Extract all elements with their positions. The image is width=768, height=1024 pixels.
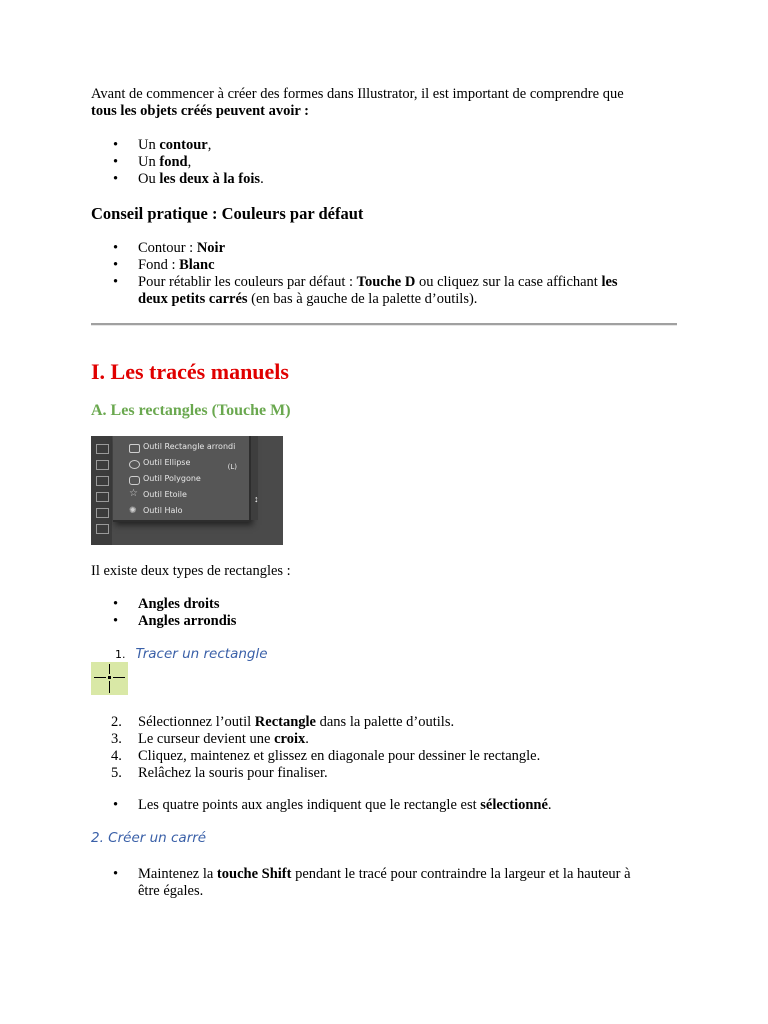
item-text: Cliquez, maintenez et glissez en diagonale pour dessiner le rectangle.	[138, 748, 541, 764]
item-text: Un	[138, 154, 160, 170]
item-bold: touche Shift	[216, 866, 292, 882]
item-bold: les	[601, 274, 618, 290]
list-item	[91, 748, 681, 765]
item-text: Maintenez la	[138, 866, 217, 882]
step-number: 1.	[115, 648, 126, 661]
list-item	[91, 596, 681, 613]
list-item	[91, 866, 681, 900]
menu-item: Outil Rectangle arrondi	[143, 442, 236, 451]
item-bold: Angles arrondis	[138, 613, 237, 629]
menu-shortcut: (L)	[227, 463, 237, 471]
step1-heading	[91, 646, 268, 663]
item-bold: fond	[159, 154, 188, 170]
item-text: Ou	[138, 171, 160, 187]
item-text: être égales.	[138, 883, 204, 899]
crosshair-cursor-icon	[91, 662, 128, 695]
menu-item: Outil Ellipse	[143, 458, 191, 467]
tool-icon	[96, 460, 109, 470]
list-item	[91, 714, 681, 731]
horizontal-rule	[91, 323, 677, 326]
tool-icon	[96, 508, 109, 518]
tip-heading: Conseil pratique : Couleurs par défaut	[91, 204, 364, 223]
list-item	[91, 797, 681, 814]
item-bold: contour	[159, 137, 208, 153]
list-item	[91, 154, 681, 171]
step-number: 2.	[111, 714, 122, 730]
item-bold: Touche D	[356, 274, 416, 290]
subsection-title: A. Les rectangles (Touche M)	[91, 402, 291, 419]
item-text: .	[305, 731, 309, 747]
square-heading: 2. Créer un carré	[91, 830, 207, 846]
item-text: Les quatre points aux angles indiquent que le rectangle est	[138, 797, 481, 813]
list-item	[91, 613, 681, 630]
list-item	[91, 137, 681, 154]
flare-icon: ✺	[129, 505, 137, 515]
item-text: (en bas à gauche de la palette d’outils).	[247, 291, 478, 307]
selected-note-list	[91, 797, 681, 814]
item-bold: sélectionné	[480, 797, 548, 813]
item-bold: Blanc	[179, 257, 215, 273]
item-text: Le curseur devient une	[138, 731, 275, 747]
tool-icon	[96, 524, 109, 534]
steps-list	[91, 714, 681, 782]
item-bold: les deux à la fois	[159, 171, 261, 187]
item-bold: Rectangle	[254, 714, 316, 730]
item-bold: deux petits carrés	[138, 291, 248, 307]
flyout-menu	[113, 436, 251, 522]
tool-icon	[96, 444, 109, 454]
item-text: .	[260, 171, 264, 187]
list-item	[91, 765, 681, 782]
step-number: 5.	[111, 765, 122, 781]
list-item	[91, 171, 681, 188]
cursor-icon: ↕	[254, 494, 259, 504]
intro-line2: tous les objets créés peuvent avoir :	[91, 103, 310, 119]
polygon-icon	[129, 476, 140, 485]
item-text: ,	[187, 154, 192, 170]
item-text: pendant le tracé pour contraindre la largeur et la hauteur à	[291, 866, 631, 882]
list-item	[91, 731, 681, 748]
tip-list	[91, 240, 681, 308]
tool-icon	[96, 492, 109, 502]
section-title: I. Les tracés manuels	[91, 359, 289, 384]
item-text: Relâchez la souris pour finaliser.	[138, 765, 328, 781]
list-item	[91, 274, 681, 308]
item-bold: Noir	[196, 240, 225, 256]
menu-item: Outil Etoile	[143, 490, 187, 499]
intro-list	[91, 137, 681, 188]
list-item	[91, 257, 681, 274]
item-bold: Angles droits	[138, 596, 220, 612]
item-text: .	[547, 797, 552, 813]
types-list	[91, 596, 681, 630]
crosshair-dot	[108, 676, 111, 679]
step1-title: Tracer un rectangle	[135, 646, 268, 662]
item-text: Sélectionnez l’outil	[138, 714, 255, 730]
ellipse-icon	[129, 460, 140, 469]
step-number: 4.	[111, 748, 122, 764]
item-text: Contour :	[138, 240, 197, 256]
square-list	[91, 866, 681, 900]
menu-item: Outil Polygone	[143, 474, 201, 483]
rounded-rectangle-icon	[129, 444, 140, 453]
item-text: Pour rétablir les couleurs par défaut :	[138, 274, 357, 290]
item-text: dans la palette d’outils.	[315, 714, 455, 730]
item-text: Fond :	[138, 257, 180, 273]
item-text: Un	[138, 137, 160, 153]
intro-paragraph	[91, 86, 681, 120]
tool-icon	[96, 476, 109, 486]
illustrator-tool-menu-screenshot	[91, 436, 283, 545]
item-text: ou cliquez sur la case affichant	[415, 274, 602, 290]
list-item	[91, 240, 681, 257]
types-intro: Il existe deux types de rectangles :	[91, 563, 291, 579]
item-text: ,	[207, 137, 212, 153]
step-number: 3.	[111, 731, 122, 747]
item-bold: croix	[274, 731, 306, 747]
star-icon: ☆	[129, 488, 138, 499]
menu-item: Outil Halo	[143, 506, 183, 515]
intro-line1: Avant de commencer à créer des formes dans Illustrator, il est important de comprendre que	[91, 86, 624, 102]
